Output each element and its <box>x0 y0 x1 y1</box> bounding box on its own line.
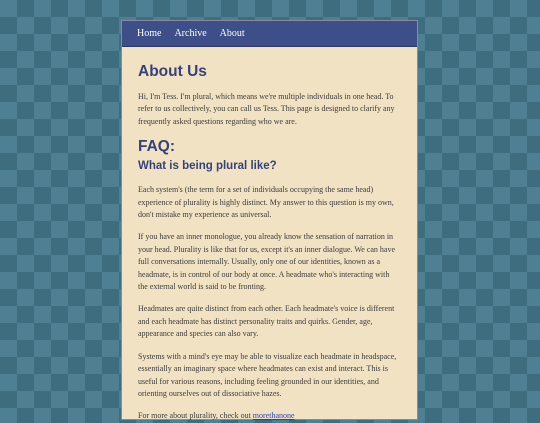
nav-about-link[interactable]: About <box>219 28 245 39</box>
content-card <box>121 20 418 420</box>
more-info-text: For more about plurality, check out <box>138 411 251 421</box>
question-heading: What is being plural like? <box>138 160 277 173</box>
faq-paragraph-2: If you have an inner monologue, you already know the sensation of narration in your head. Plurality is like that for us, except it's an inner dialogue. We can have full conversations internally. Usually, only one of our identities, known as a headmate, is in control of our body at once. A headmate who's interacting with the external world is said to be fronting. <box>138 232 396 292</box>
faq-paragraph-3: Headmates are quite distinct from each other. Each headmate's voice is different and each headmate has distinct personality traits and quirks. Gender, age, appearance and species can also vary. <box>138 304 395 339</box>
main-content <box>122 47 417 423</box>
more-info-paragraph <box>138 410 401 422</box>
top-nav <box>122 21 417 47</box>
faq-paragraph-4: Systems with a mind's eye may be able to visualize each headmate in headspace, essentially an imaginary space where headmates can exist and interact. This is useful for various reasons, including feeling grounded in our identities, and orienting ourselves out of dissociative hazes. <box>138 351 397 398</box>
nav-archive-link[interactable]: Archive <box>174 28 207 39</box>
morethanone-link[interactable]: morethanone <box>252 411 295 421</box>
nav-home-link[interactable]: Home <box>137 28 162 39</box>
faq-paragraph-1: Each system's (the term for a set of individuals occupying the same head) experience of plurality is highly distinct. My answer to this question is my own, don't mistake my experience as universal. <box>138 185 394 220</box>
intro-paragraph: Hi, I'm Tess. I'm plural, which means we're multiple individuals in one head. To refer to us collectively, you can call us Tess. This page is designed to clarify any frequently asked questions regarding who we are. <box>138 92 395 126</box>
faq-heading: FAQ: <box>138 138 176 156</box>
page-title: About Us <box>138 63 207 80</box>
